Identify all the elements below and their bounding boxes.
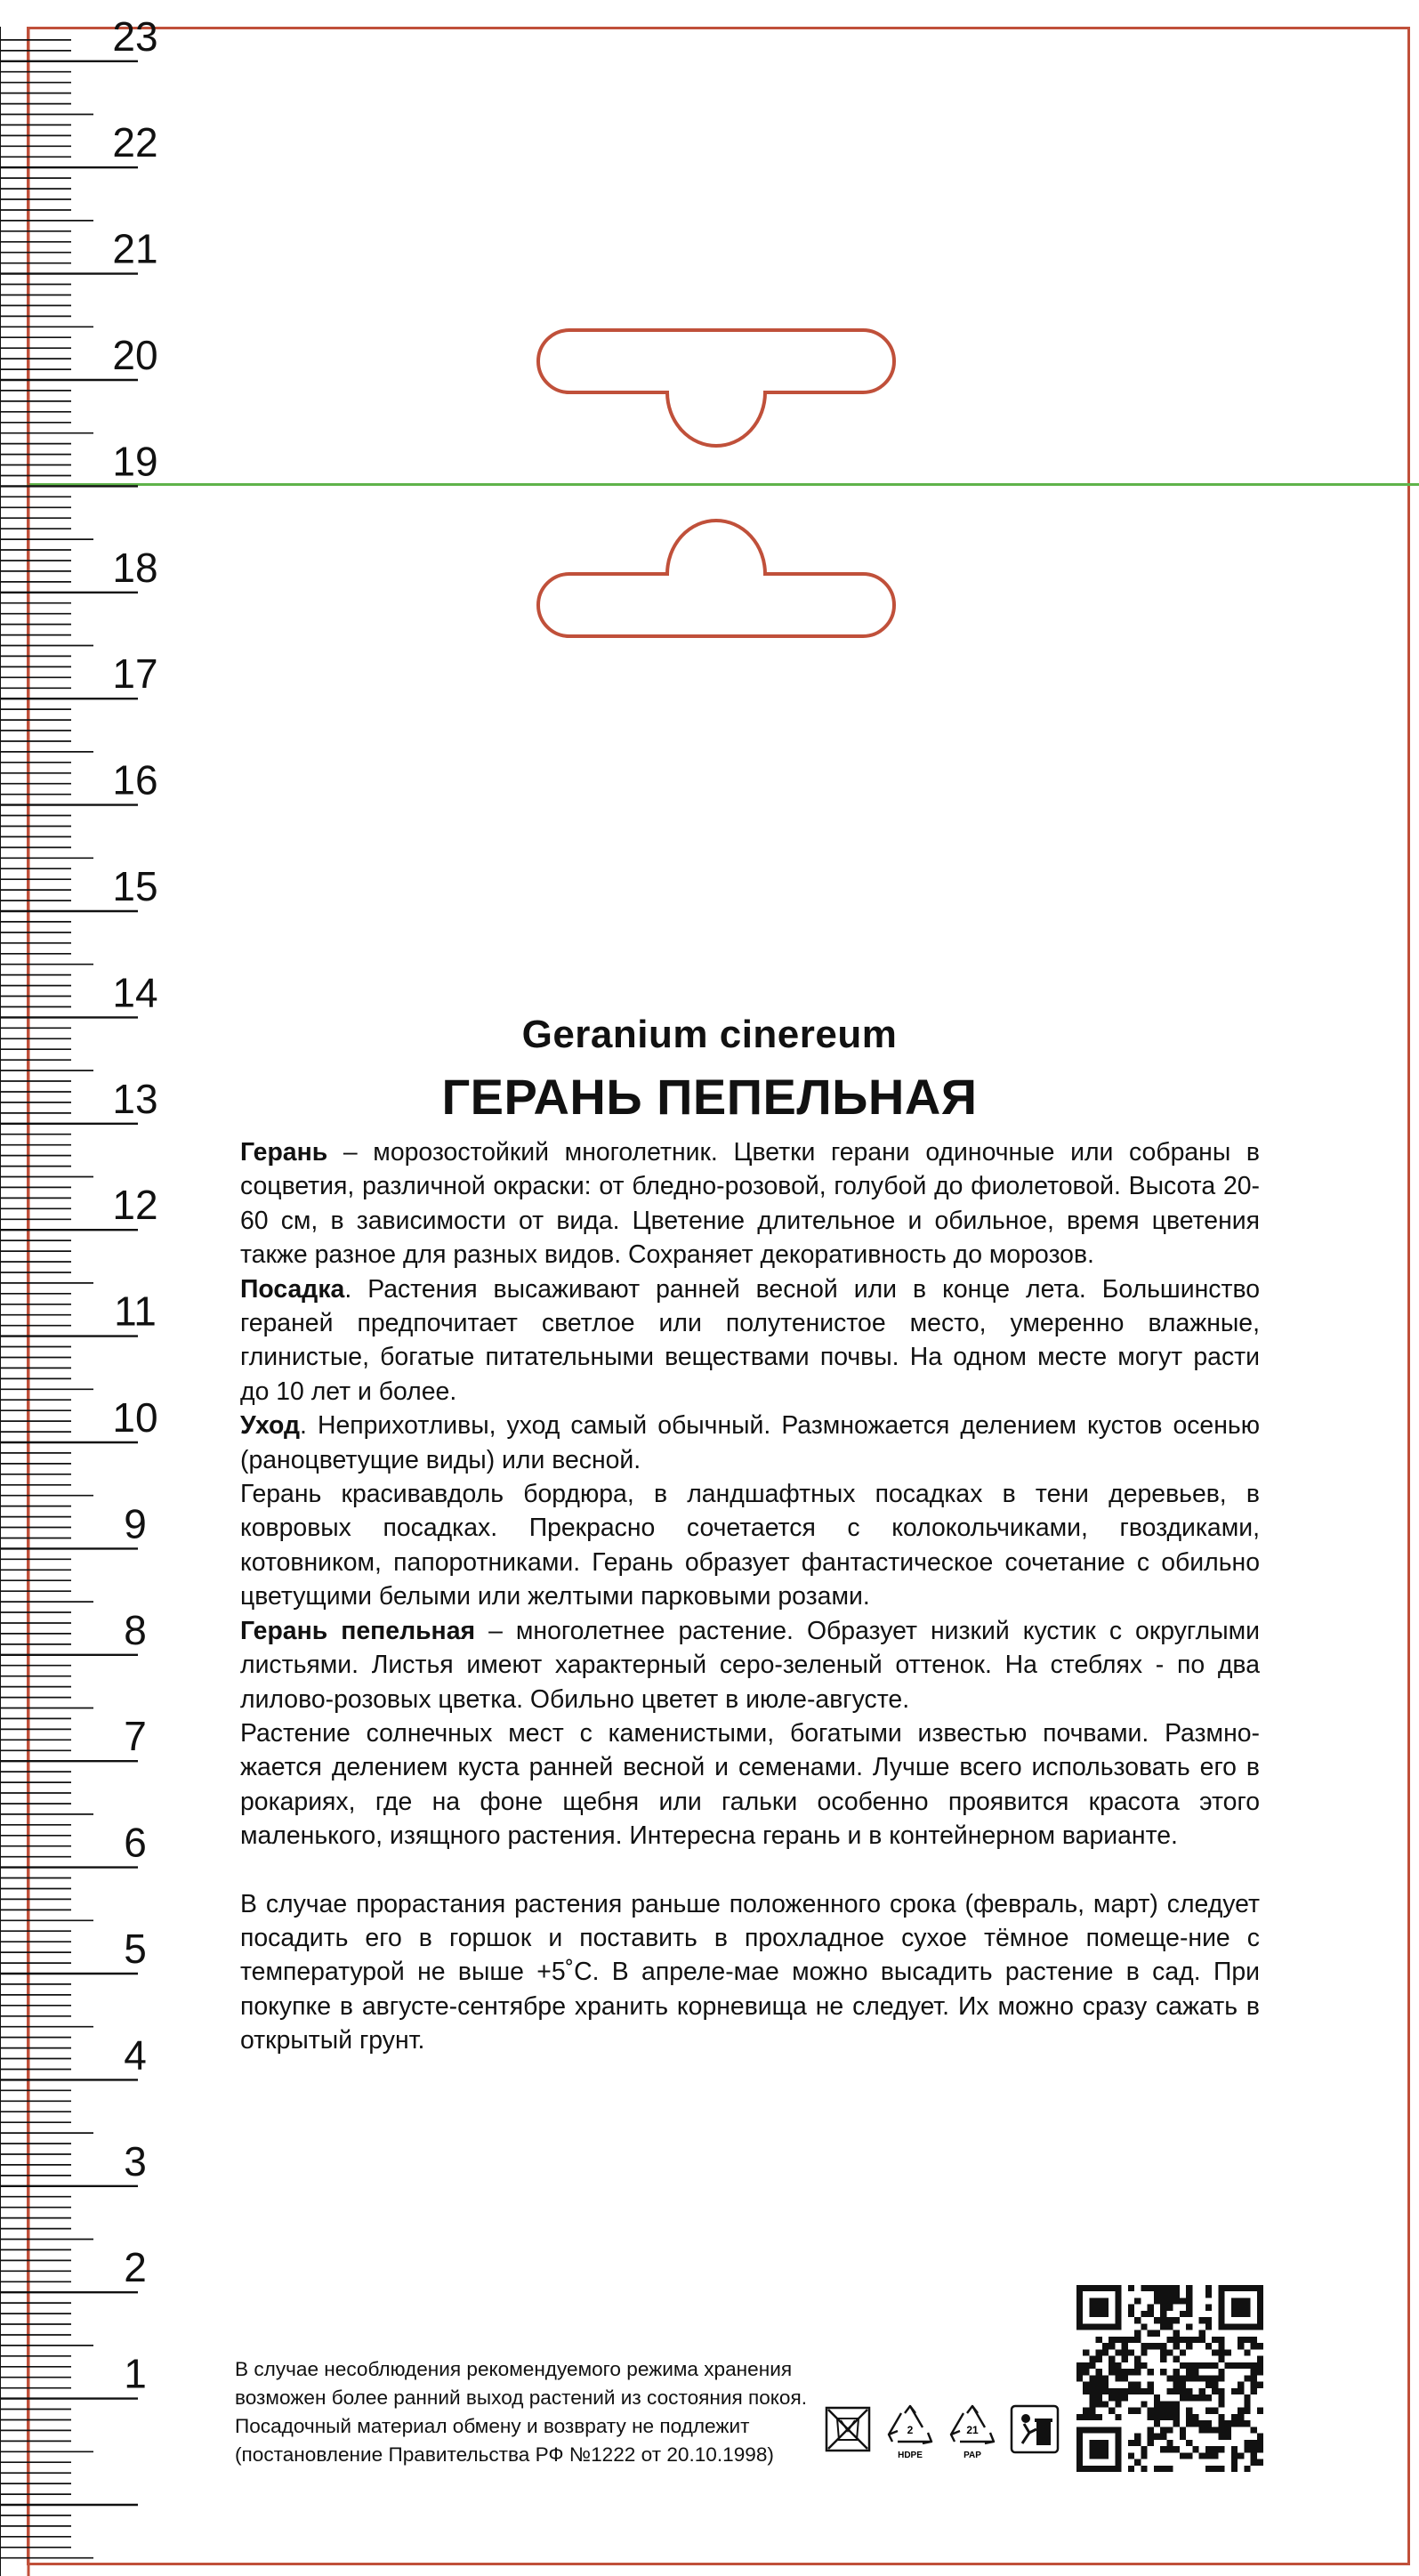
ruler-label: 10 (112, 1394, 158, 1441)
storage-paragraph: В случае прорастания растения раньше положенного срока (февраль, март) следует посадить его в горшок и поставить в прохладное сухое тёмное помеще-ние с температурой не выше +5˚С. В апреле-мае можно высадить растение в сад. При покупке в августе-сентябре хранить корневища не следует. Их можно сразу сажать в открытый грунт. (240, 1889, 1260, 2055)
ruler-label: 22 (112, 119, 158, 166)
footer-line: возможен более ранний выход растений из состояния покоя. (235, 2386, 807, 2409)
hdpe-number: 2 (907, 2424, 914, 2436)
hanger-cutout-bottom (538, 539, 894, 646)
description-paragraph: Герань красивавдоль бордюра, в ландшафтных посадках в тени деревьев, в ковровых посадках. Прекрасно сочетается с колокольчиками, гвоздиками, котовником, папоротниками. Герань образует фантастическое сочетание с обильно цветущими белыми или желтыми парковыми розами. (240, 1480, 1260, 1611)
section-title: Уход (240, 1411, 301, 1441)
qr-code-icon (1076, 2285, 1263, 2472)
description-paragraph (240, 1409, 1260, 1477)
section-text: . Растения высаживают ранней весной или в конце лета. Большинство гераней предпочитает светлое или полутенистое место, умеренно влажные, глинистые, богатые питательными веществами почвы. На одном месте могут расти до 10 лет и более. (240, 1274, 1260, 1406)
ruler-label: 20 (112, 332, 158, 378)
ruler-label: 7 (124, 1713, 147, 1760)
section-title: Герань (240, 1138, 328, 1167)
ruler-label: 4 (124, 2031, 147, 2079)
ruler-label: 11 (114, 1288, 157, 1335)
ruler-label: 23 (112, 12, 158, 60)
ruler-label: 3 (124, 2137, 147, 2184)
no-food-contact-icon (823, 2402, 873, 2461)
recycle-pap-icon (947, 2402, 997, 2461)
ruler-label: 6 (124, 1819, 147, 1866)
ruler-label: 18 (112, 544, 158, 591)
footer-line: В случае несоблюдения рекомендуемого режима хранения (235, 2358, 793, 2380)
description-paragraph (240, 1135, 1260, 1272)
ruler-label: 16 (112, 756, 158, 803)
hanger-cutout-top (538, 320, 894, 427)
qr-cells (1076, 2285, 1263, 2472)
measurement-ruler (0, 0, 158, 2576)
product-title: ГЕРАНЬ ПЕПЕЛЬНАЯ (441, 1069, 978, 1125)
section-text: – многолетнее растение. Образует низкий кустик с округлыми листьями. Листья имеют характерный серо-зеленый оттенок. На стеблях - по два лилово-розовых цветка. Обильно цветет в июле-августе. (240, 1616, 1260, 1714)
ruler-label: 1 (124, 2350, 147, 2397)
section-title: Посадка (240, 1274, 345, 1304)
ruler-label: 15 (112, 863, 158, 909)
description-paragraph (240, 1272, 1260, 1409)
ruler-label: 12 (112, 1182, 158, 1229)
ruler-label: 8 (124, 1606, 147, 1653)
section-title: Герань пепельная (240, 1616, 476, 1645)
footer-line: (постановление Правительства РФ №1222 от 20.10.1998) (235, 2443, 774, 2466)
ruler-label: 14 (112, 969, 158, 1016)
ruler-label: 13 (112, 1075, 158, 1122)
section-text: . Неприхотливы, уход самый обычный. Размножается делением кустов осенью (раноцветущие виды) или весной. (240, 1411, 1260, 1474)
pap-label: PAP (963, 2451, 981, 2460)
section-text: – морозостойкий многолетник. Цветки герани одиночные или собраны в соцветия, различной окраски: от бледно-розовой, голубой до фиолетовой. Высота 20-60 см, в зависимости от вида. Цветение длительное и обильное, время цветения также разное для разных видов. Сохраняет декоративность до морозов. (240, 1138, 1260, 1270)
ruler-label: 5 (124, 1926, 147, 1972)
ruler-label: 2 (124, 2244, 147, 2291)
ruler-label: 9 (124, 1500, 147, 1547)
ruler-labels (112, 13, 157, 2397)
hdpe-label: HDPE (898, 2451, 923, 2460)
ruler-label: 17 (112, 650, 158, 698)
recycle-hdpe-icon (885, 2402, 935, 2461)
trash-bin-icon (1010, 2402, 1060, 2461)
ruler-label: 21 (112, 225, 158, 272)
description-paragraph (240, 1614, 1260, 1716)
latin-name: Geranium cinereum (521, 1013, 898, 1056)
ruler-label: 19 (112, 438, 158, 485)
footer-line: Посадочный материал обмену и возврату не подлежит (235, 2415, 750, 2437)
description-block (240, 1135, 1260, 2058)
fold-line (27, 483, 1419, 486)
description-paragraph: Растение солнечных мест с каменистыми, богатыми известью почвами. Размно-жается делением куста ранней весной и семенами. Лучше всего использовать его в рокариях, где на фоне щебня или гальки особенно проявится красота этого маленького, изящного растения. Интересна герань и в контейнерном варианте. (240, 1718, 1260, 1851)
pap-number: 21 (966, 2424, 979, 2436)
eco-icons (823, 2402, 1060, 2461)
footer-notes (235, 2355, 807, 2469)
